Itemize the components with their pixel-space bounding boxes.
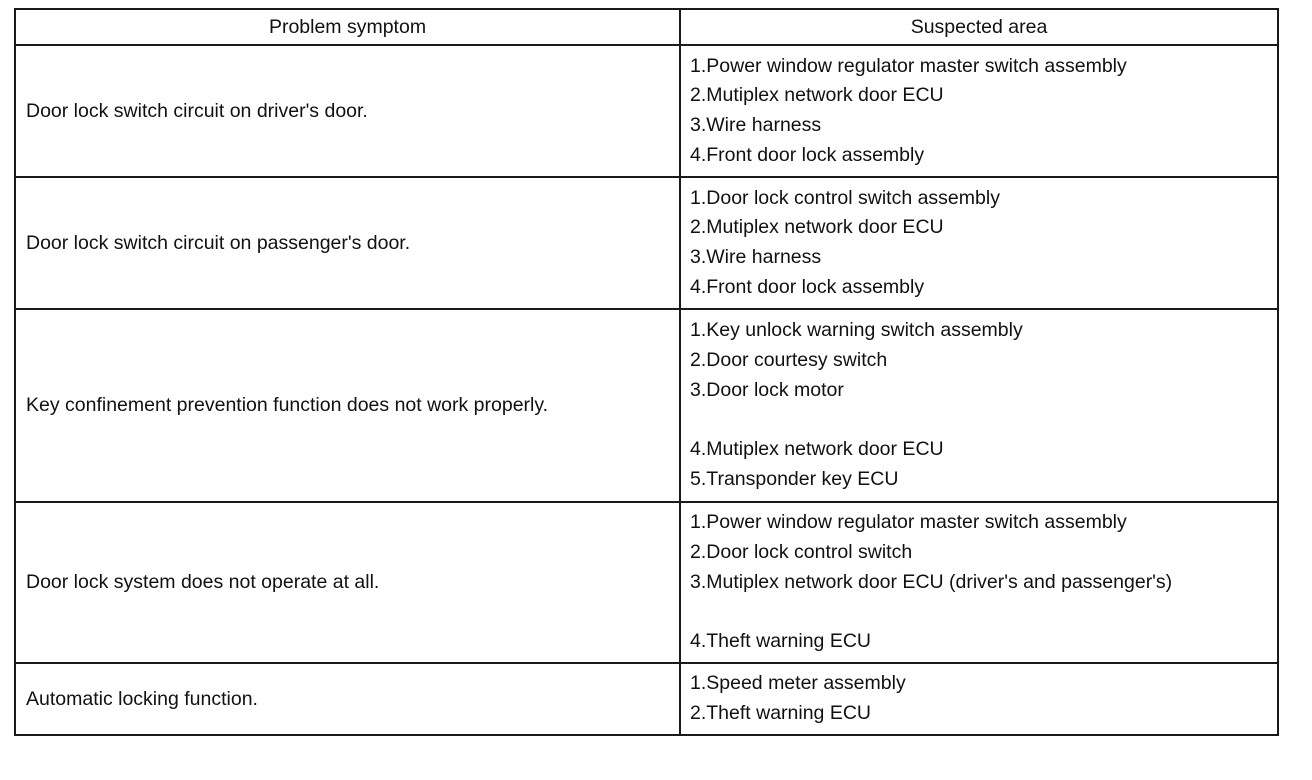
suspected-area-spacer: [690, 405, 1277, 435]
suspected-area-cell: [680, 663, 1278, 735]
troubleshooting-table-wrapper: [14, 8, 1277, 736]
suspected-area-item: 2.Door lock control switch: [690, 540, 913, 563]
suspected-area-item: 5.Transponder key ECU: [690, 468, 899, 491]
table-row: [15, 177, 1278, 309]
suspected-area-cell: [680, 309, 1278, 502]
suspected-area-item: 2.Door courtesy switch: [690, 348, 888, 371]
symptom-cell: Door lock switch circuit on passenger's door.: [15, 177, 680, 309]
suspected-area-item: 2.Mutiplex network door ECU: [690, 84, 944, 107]
suspected-area-item: 4.Mutiplex network door ECU: [690, 438, 944, 461]
symptom-cell: Automatic locking function.: [15, 663, 680, 735]
suspected-area-item: 1.Key unlock warning switch assembly: [690, 319, 1023, 342]
suspected-area-item: 3.Wire harness: [690, 246, 822, 268]
symptom-cell: Key confinement prevention function does not work properly.: [15, 309, 680, 502]
symptom-cell: Door lock switch circuit on driver's door.: [15, 45, 680, 177]
table-row: [15, 663, 1278, 735]
suspected-area-item: 3.Wire harness: [690, 114, 822, 136]
suspected-area-cell: [680, 45, 1278, 177]
suspected-area-item: 3.Door lock motor: [690, 378, 844, 401]
symptom-cell: Door lock system does not operate at all.: [15, 502, 680, 663]
table-row: [15, 309, 1278, 502]
suspected-area-item: 1.Power window regulator master switch assembly: [690, 54, 1127, 77]
table-header-row: [15, 9, 1278, 45]
suspected-area-item: 1.Speed meter assembly: [690, 672, 906, 695]
suspected-area-item: 4.Front door lock assembly: [690, 275, 925, 298]
suspected-area-spacer: [690, 597, 1277, 627]
table-row: [15, 45, 1278, 177]
suspected-area-item: 2.Mutiplex network door ECU: [690, 216, 944, 239]
suspected-area-item: 4.Theft warning ECU: [690, 630, 871, 653]
suspected-area-cell: [680, 177, 1278, 309]
suspected-area-item: 2.Theft warning ECU: [690, 702, 871, 724]
suspected-area-item: 1.Power window regulator master switch assembly: [690, 511, 1127, 534]
troubleshooting-table: [14, 8, 1279, 736]
header-problem-symptom: Problem symptom: [15, 9, 680, 45]
table-row: [15, 502, 1278, 663]
header-suspected-area: Suspected area: [680, 9, 1278, 45]
suspected-area-cell: [680, 502, 1278, 663]
suspected-area-item: 4.Front door lock assembly: [690, 143, 925, 166]
suspected-area-item: 3.Mutiplex network door ECU (driver's and passenger's): [690, 570, 1173, 593]
suspected-area-item: 1.Door lock control switch assembly: [690, 186, 1000, 209]
